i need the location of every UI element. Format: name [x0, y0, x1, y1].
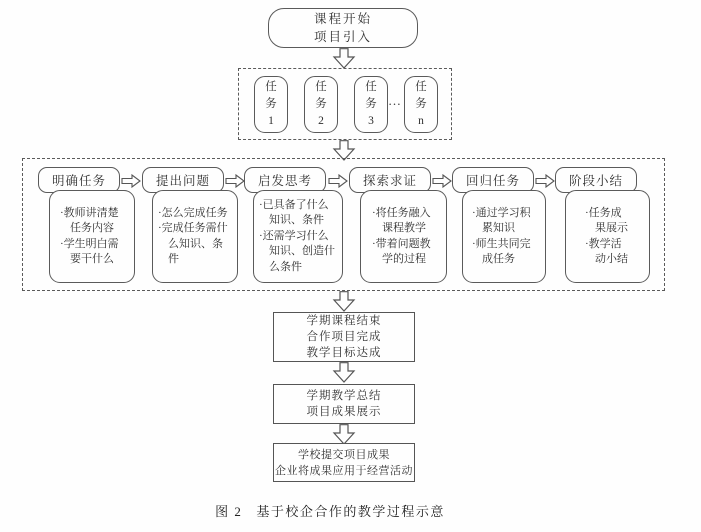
figure-caption-label: 图 2: [215, 504, 243, 519]
right-arrow-icon: [432, 174, 452, 188]
task-number: 1: [268, 115, 274, 127]
stage-bullet: ·怎么完成任务: [158, 206, 228, 219]
semester-end-line: 合作项目完成: [306, 331, 382, 343]
task-box-n: [404, 76, 438, 133]
task-char: 任: [365, 81, 377, 93]
start-box-line2: 项目引入: [313, 30, 372, 44]
project-outcome-line: 学校提交项目成果: [298, 448, 390, 461]
figure-caption-title: 基于校企合作的教学过程示意: [256, 504, 445, 519]
task-char: 任: [265, 81, 277, 93]
stage-bullet: ·完成任务需什么知识、条件: [158, 222, 228, 265]
right-arrow-icon: [225, 174, 245, 188]
stage-detail-6: [565, 190, 650, 283]
stage-bullet: ·教师讲清楚任务内容: [60, 206, 119, 234]
task-char: 务: [415, 98, 427, 110]
stage-detail-3: [253, 190, 343, 283]
task-number: n: [418, 115, 424, 127]
stage-bullet: ·带着问题教学的过程: [372, 237, 431, 265]
stage-detail-5: [462, 190, 546, 283]
stage-bullet: ·还需学习什么知识、创造什么条件: [259, 229, 335, 273]
task-char: 任: [415, 81, 427, 93]
stage-detail-2: [152, 190, 238, 283]
stage-bullet: ·师生共同完成任务: [472, 237, 531, 265]
down-arrow-icon: [332, 48, 356, 69]
stage-title-label: 回归任务: [465, 174, 520, 188]
stage-bullet: ·将任务融入课程教学: [372, 206, 431, 234]
stage-bullet: ·已具备了什么知识、条件: [259, 198, 329, 227]
stage-bullet: ·任务成果展示: [585, 206, 628, 234]
right-arrow-icon: [121, 174, 141, 188]
task-box-3: [354, 76, 388, 133]
stage-bullet: ·学生明白需要干什么: [60, 237, 119, 265]
semester-end-line: 学期课程结束: [306, 315, 382, 327]
down-arrow-icon: [332, 362, 356, 383]
stage-title-label: 提出问题: [155, 174, 210, 188]
task-number: 3: [368, 115, 374, 127]
task-box-2: [304, 76, 338, 133]
task-char: 务: [315, 98, 327, 110]
semester-end-box: [273, 312, 415, 362]
project-outcome-line: 企业将成果应用于经营活动: [275, 464, 413, 477]
teaching-summary-line: 项目成果展示: [306, 406, 382, 418]
task-box-1: [254, 76, 288, 133]
stage-title-label: 明确任务: [51, 174, 106, 188]
stage-title-label: 启发思考: [257, 174, 312, 188]
task-number: 2: [318, 115, 324, 127]
down-arrow-icon: [332, 424, 356, 445]
stage-title-label: 阶段小结: [568, 174, 623, 188]
task-char: 任: [315, 81, 327, 93]
teaching-summary-line: 学期教学总结: [306, 389, 382, 402]
ellipsis: …: [388, 93, 402, 108]
tasks-panel: [238, 68, 452, 140]
stage-title-label: 探索求证: [362, 174, 417, 188]
right-arrow-icon: [535, 174, 555, 188]
teaching-summary-box: [273, 384, 415, 424]
stage-detail-4: [360, 190, 447, 283]
project-outcome-box: [273, 443, 415, 482]
task-char: 务: [265, 98, 277, 110]
figure-caption: [0, 501, 660, 520]
stage-bullet: ·教学活动小结: [585, 237, 628, 265]
down-arrow-icon: [332, 291, 356, 312]
task-char: 务: [365, 98, 377, 110]
stage-detail-1: [49, 190, 135, 283]
right-arrow-icon: [328, 174, 348, 188]
start-box: [268, 8, 418, 48]
stage-bullet: ·通过学习积累知识: [472, 206, 531, 234]
semester-end-line: 教学目标达成: [306, 347, 382, 359]
start-box-line1: 课程开始: [313, 12, 372, 26]
